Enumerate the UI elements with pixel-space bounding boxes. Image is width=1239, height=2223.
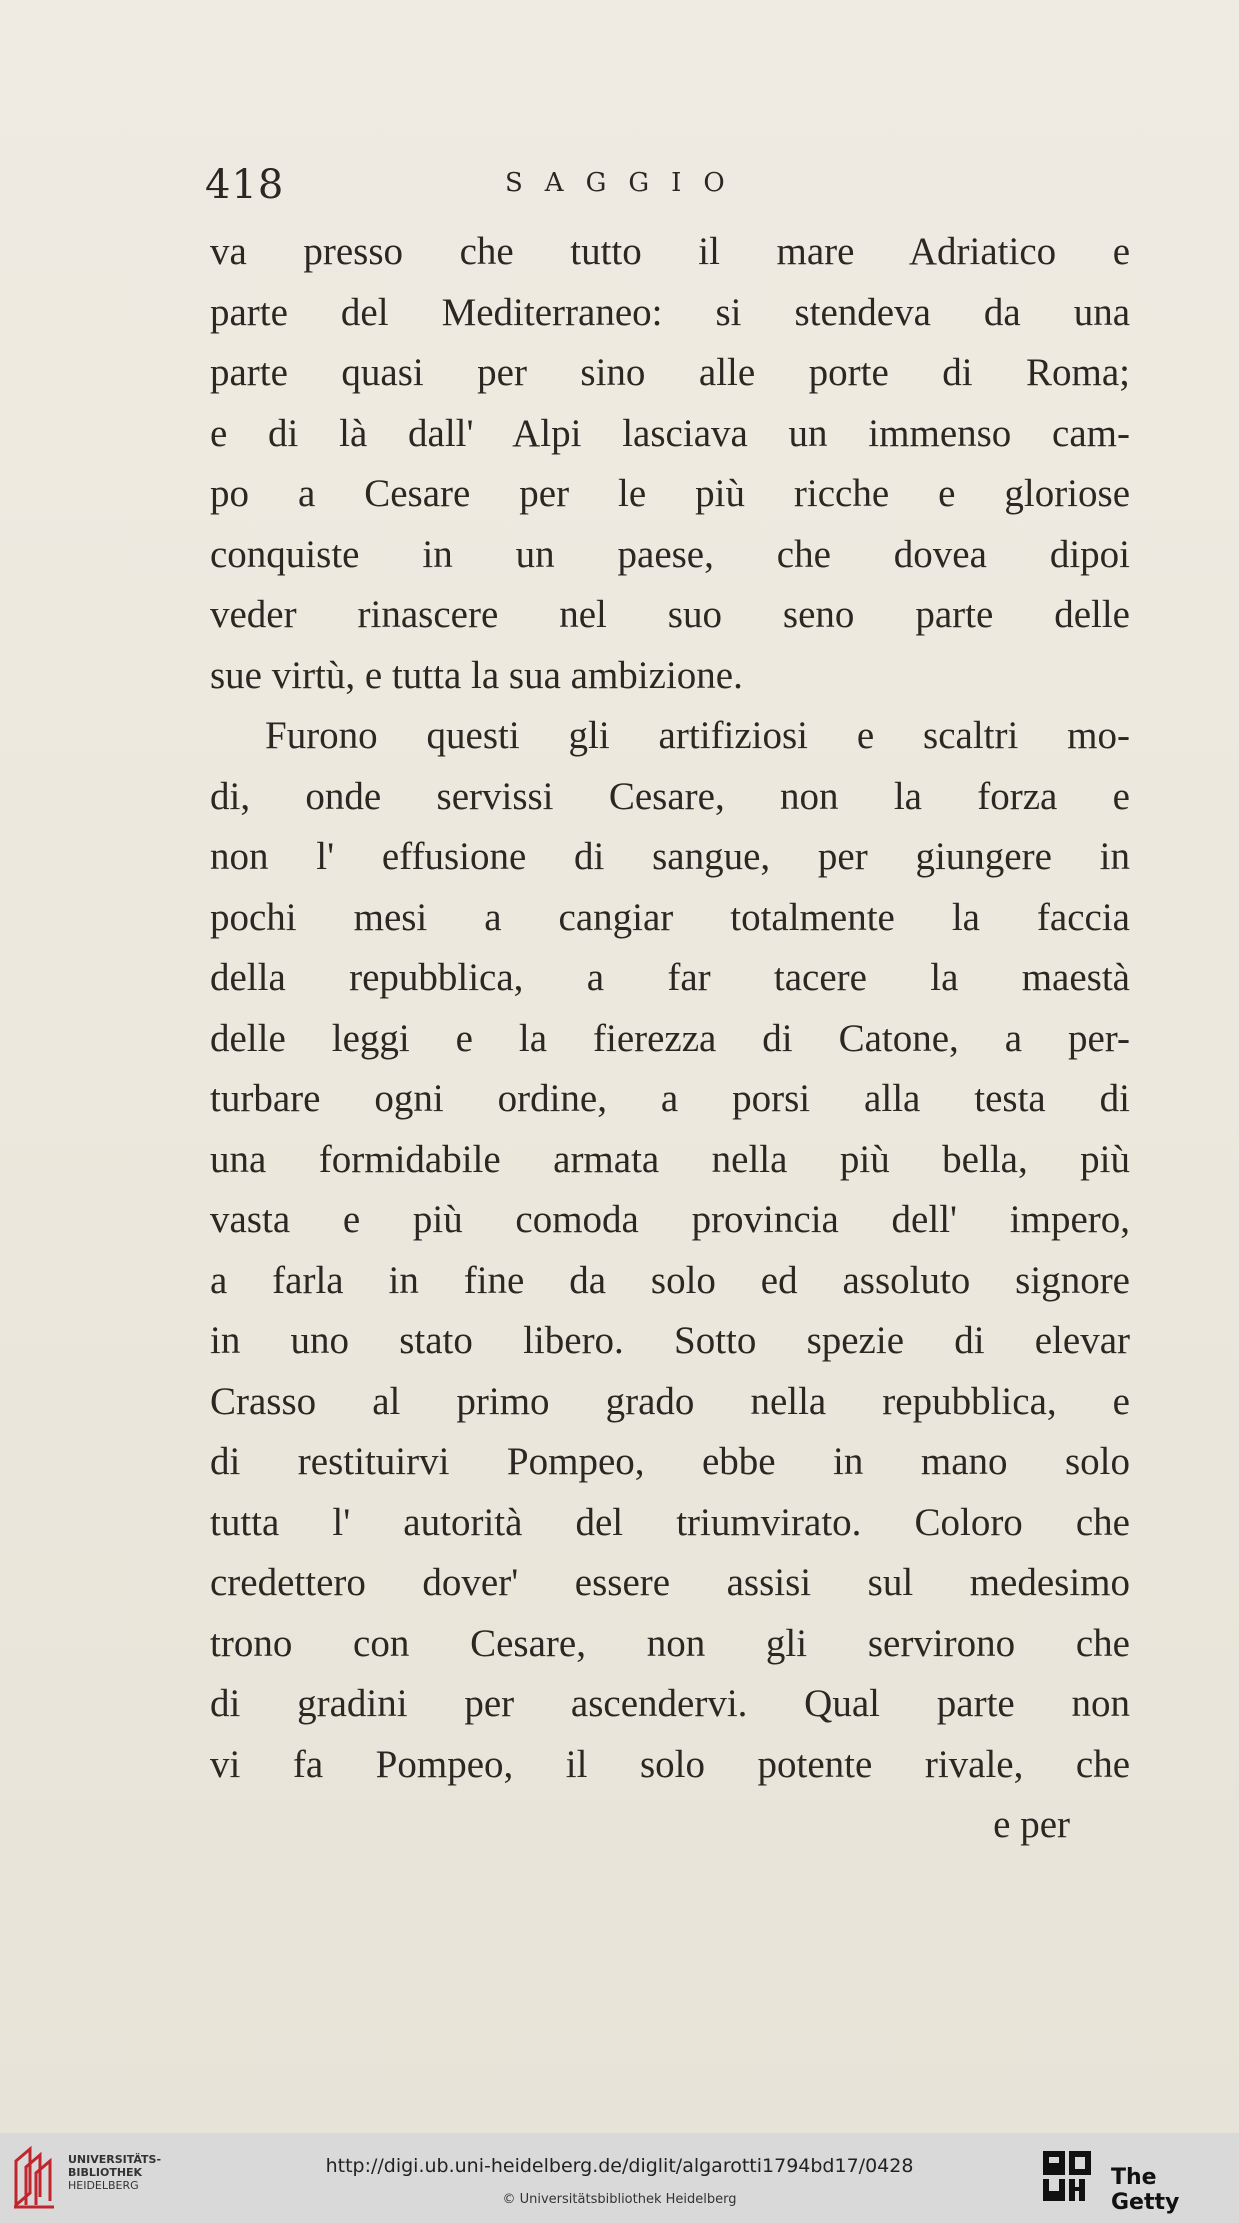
text-line: a farla in fine da solo ed assoluto signore (210, 1258, 1130, 1302)
library-name-line: BIBLIOTHEK (68, 2166, 143, 2179)
text-line: in uno stato libero. Sotto spezie di elevar (210, 1319, 1130, 1362)
text-line: turbare ogni ordine, a porsi alla testa di (210, 1077, 1130, 1120)
page-number: 418 (205, 162, 285, 208)
text-line: tutta l' autorità del triumvirato. Coloro che (210, 1500, 1130, 1544)
text-line: parte quasi per sino alle porte di Roma; (210, 351, 1130, 394)
text-line: vasta e più comoda provincia dell' impero, (210, 1198, 1130, 1241)
text-line: vi fa Pompeo, il solo potente rivale, che (210, 1742, 1130, 1786)
text-line: delle leggi e la fierezza di Catone, a per- (210, 1016, 1130, 1060)
text-line: sue virtù, e tutta la sua ambizione. (210, 653, 743, 697)
text-line: Crasso al primo grado nella repubblica, e (210, 1379, 1130, 1423)
page-header (205, 162, 1135, 222)
text-line: Furono questi gli artifiziosi e scaltri mo- (265, 714, 1130, 757)
getty-label: The Getty (1111, 2165, 1180, 2215)
running-head: SAGGIO (505, 168, 747, 198)
text-line: conquiste in un paese, che dovea dipoi (210, 532, 1130, 576)
text-line: trono con Cesare, non gli servirono che (210, 1621, 1130, 1665)
text-line: una formidabile armata nella più bella, più (210, 1137, 1130, 1181)
text-line: veder rinascere nel suo seno parte delle (210, 593, 1130, 636)
library-name-line: HEIDELBERG (68, 2179, 139, 2192)
permalink-url[interactable]: http://digi.ub.uni-heidelberg.de/diglit/algarotti1794bd17/0428 (325, 2155, 914, 2177)
text-line: della repubblica, a far tacere la maestà (210, 956, 1130, 999)
catchword: e per (993, 1803, 1070, 1846)
text-line: parte del Mediterraneo: si stendeva da una (210, 290, 1130, 334)
text-line: po a Cesare per le più ricche e gloriose (210, 472, 1130, 515)
text-line: di gradini per ascendervi. Qual parte non (210, 1682, 1130, 1725)
text-line: di restituirvi Pompeo, ebbe in mano solo (210, 1440, 1130, 1483)
text-line: di, onde servissi Cesare, non la forza e (210, 774, 1130, 818)
body-text (210, 222, 1130, 1856)
text-line: e di là dall' Alpi lasciava un immenso cam- (210, 411, 1130, 455)
text-line: pochi mesi a cangiar totalmente la faccia (210, 895, 1130, 939)
text-line: credettero dover' essere assisi sul medesimo (210, 1561, 1130, 1604)
text-line: va presso che tutto il mare Adriatico e (210, 230, 1130, 273)
getty-emblem-icon (1041, 2149, 1095, 2205)
getty-logo[interactable] (1041, 2149, 1221, 2215)
library-name-line: UNIVERSITÄTS- (68, 2153, 162, 2166)
copyright-notice: © Universitätsbibliothek Heidelberg (502, 2192, 737, 2207)
text-line: non l' effusione di sangue, per giungere in (210, 835, 1130, 878)
viewer-footer (0, 2133, 1239, 2223)
